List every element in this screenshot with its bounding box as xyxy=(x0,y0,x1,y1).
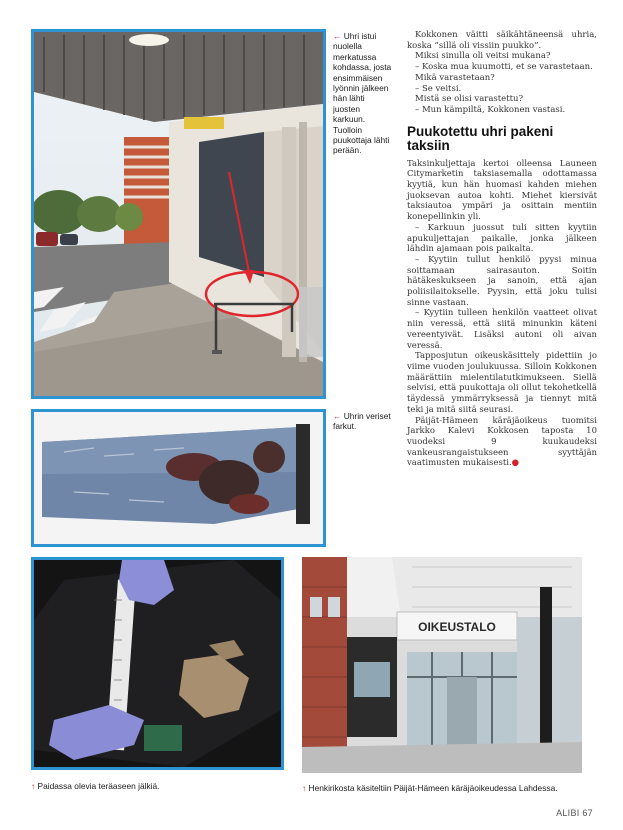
street-caption-text: Uhri istui nuolella merkatussa kohdassa, josta ensimmäisen lyönnin jälkeen hän lähti juosten karkuun. Tuolloin puukottaja lähti perään. xyxy=(333,31,392,156)
article-line: Miksi sinulla oli veitsi mukana? xyxy=(415,51,551,62)
article-paragraph: – Kyytiin tulleen henkilön vaatteet olivat niin veressä, että siitä minunkin käteni vereentyivät. Lisäksi autoni oli aivan veressä. xyxy=(407,308,597,351)
up-arrow-icon: ↑ xyxy=(31,781,36,791)
jeans-photo xyxy=(31,409,326,547)
bloody-jeans-illustration xyxy=(34,412,323,544)
article-line: Kokkonen väitti säikähtäneensä uhria, koska ”sillä oli vissiin puukko”. xyxy=(407,30,597,51)
article-final-paragraph xyxy=(407,416,597,470)
street-scene-illustration xyxy=(34,32,323,396)
left-arrow-icon: ← xyxy=(333,31,342,41)
shirt-caption-text: Paidassa olevia teräaseen jälkiä. xyxy=(37,781,160,791)
street-photo-caption xyxy=(333,31,393,156)
end-mark-icon: ● xyxy=(511,458,520,469)
article-subheading: Puukotettu uhri pakeni taksiin xyxy=(407,123,554,153)
street-scene-photo xyxy=(31,29,326,399)
article-column xyxy=(407,30,597,469)
courthouse-photo xyxy=(302,557,582,773)
article-line: – Koska mua kuumotti, et se varastetaan. xyxy=(415,62,593,73)
article-paragraph: Taksinkuljettaja kertoi olleensa Launeen Citymarketin taksiasemalla odottamassa kyytiä, kun hän huomasi kahden miehen juoksevan autoa kohti. Miehet kiersivät taksiautoa ympäri ja osittain mentiin konepellinkin yli. xyxy=(407,158,597,223)
shirt-evidence-photo xyxy=(31,557,284,770)
courthouse-sign-text: OIKEUSTALO xyxy=(418,620,496,634)
jeans-caption-text: Uhrin veriset farkut. xyxy=(333,411,391,432)
shirt-evidence-illustration xyxy=(34,560,281,767)
courthouse-illustration xyxy=(302,557,582,773)
article-line: – Mun kämpiltä, Kokkonen vastasi. xyxy=(415,104,566,115)
article-line: Mistä se olisi varastettu? xyxy=(415,94,524,105)
courthouse-caption-text: Henkirikosta käsiteltiin Päijät-Hämeen käräjäoikeudessa Lahdessa. xyxy=(308,783,558,793)
final-paragraph-text: Päijät-Hämeen käräjäoikeus tuomitsi Jarkko Kalevi Kokkosen taposta 10 vuodeksi 9 kuukaudeksi vankeusrangaistukseen syyttäjän vaatimusten mukaisesti. xyxy=(407,415,597,469)
shirt-photo-caption xyxy=(31,781,291,791)
page-folio: ALIBI 67 xyxy=(556,808,593,818)
courthouse-photo-caption xyxy=(302,783,602,793)
article-paragraph: Tapposjutun oikeuskäsittely pidettiin jo viime vuoden joulukuussa. Silloin Kokkonen määrättiin mielentilatutkimukseen. Siellä selvisi, että puukottaja oli ollut tekohetkellä täydessä ymmärryksessä ja tiennyt mitä teki ja mitä siitä seurasi. xyxy=(407,351,597,415)
jeans-photo-caption xyxy=(333,411,393,432)
article-line: Mikä varastetaan? xyxy=(415,72,495,83)
article-paragraph: – Kyytiin tullut henkilö pyysi minua soittamaan sairasauton. Soitin hätäkeskukseen ja sanoin, että ajan poliisilaitokselle. Pyysin, että joku tulisi sinne vastaan. xyxy=(407,254,597,308)
article-paragraph: – Karkuun juossut tuli sitten kyytiin apukuljettajan paikalle, jonka jälkeen lähdin ajamaan pois paikalta. xyxy=(407,222,597,255)
article-line: – Se veitsi. xyxy=(415,83,462,94)
up-arrow-icon: ↑ xyxy=(302,783,307,793)
left-arrow-icon: ← xyxy=(333,411,342,421)
